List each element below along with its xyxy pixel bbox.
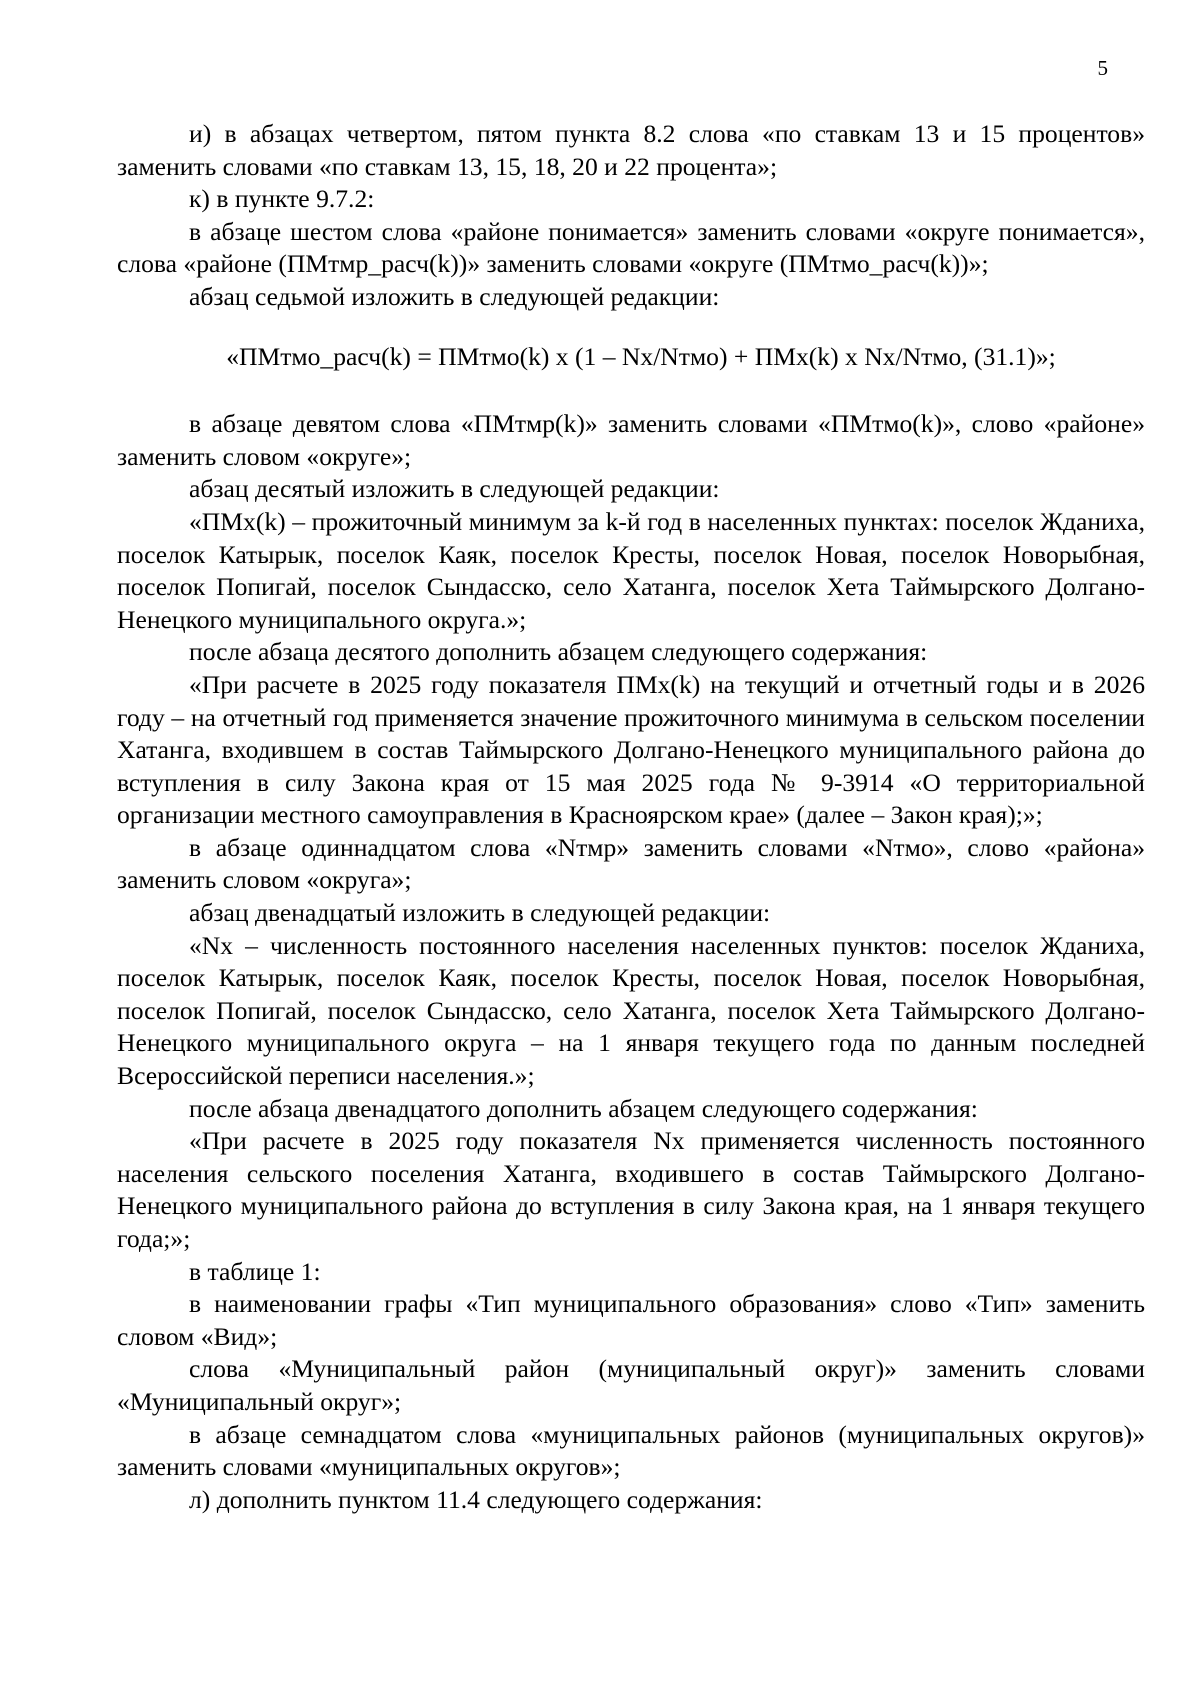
paragraph: в абзаце девятом слова «ПМтмр(k)» заменить словами «ПМтмо(k)», слово «районе» заменить словом «округе»;	[117, 409, 1145, 471]
paragraph: «При расчете в 2025 году показателя ПМх(k) на текущий и отчетный годы и в 2026 году – на отчетный год применяется значение прожиточного минимума в сельском поселении Хатанга, входившем в состав Таймырского Долгано-Ненецкого муниципального района до вступления в силу Закона края от 15 мая 2025 года № 9-3914 «О территориальной организации местного самоуправления в Красноярском крае» (далее – Закон края);»;	[117, 669, 1145, 830]
formula: «ПМтмо_расч(k) = ПМтмо(k) x (1 – Nx/Nтмо) + ПМх(k) x Nx/Nтмо, (31.1)»;	[226, 341, 1056, 371]
paragraph: в абзаце одиннадцатом слова «Nтмр» заменить словами «Nтмо», слово «района» заменить словом «округа»;	[117, 832, 1145, 895]
paragraph: абзац двенадцатый изложить в следующей редакции:	[189, 898, 771, 928]
paragraph: в абзаце шестом слова «районе понимается» заменить словами «округе понимается», слова «районе (ПМтмр_расч(k))» заменить словами «округе (ПМтмо_расч(k))»;	[117, 216, 1145, 279]
paragraph: после абзаца десятого дополнить абзацем следующего содержания:	[189, 637, 928, 667]
paragraph: «Nx – численность постоянного населения населенных пунктов: поселок Жданиха, поселок Катырык, поселок Каяк, поселок Кресты, поселок Новая, поселок Новорыбная, поселок Попигай, поселок Сындасско, село Хатанга, поселок Хета Таймырского Долгано-Ненецкого муниципального округа – на 1 января текущего года по данным последней Всероссийской переписи населения.»;	[117, 930, 1145, 1091]
paragraph: в таблице 1:	[189, 1256, 321, 1286]
paragraph: после абзаца двенадцатого дополнить абзацем следующего содержания:	[189, 1093, 978, 1123]
page-number: 5	[1097, 56, 1108, 80]
paragraph: «ПМх(k) – прожиточный минимум за k-й год в населенных пунктах: поселок Жданиха, поселок Катырык, поселок Каяк, поселок Кресты, поселок Новая, поселок Новорыбная, поселок Попигай, поселок Сындасско, село Хатанга, поселок Хета Таймырского Долгано-Ненецкого муниципального округа.»;	[117, 506, 1145, 634]
paragraph: абзац седьмой изложить в следующей редакции:	[189, 281, 720, 311]
paragraph: слова «Муниципальный район (муниципальный округ)» заменить словами «Муниципальный округ»;	[117, 1354, 1145, 1416]
paragraph: в абзаце семнадцатом слова «муниципальных районов (муниципальных округов)» заменить словами «муниципальных округов»;	[117, 1419, 1145, 1482]
paragraph: абзац десятый изложить в следующей редакции:	[189, 474, 720, 504]
paragraph: «При расчете в 2025 году показателя Nx применяется численность постоянного населения сельского поселения Хатанга, входившего в состав Таймырского Долгано-Ненецкого муниципального района до вступления в силу Закона края, на 1 января текущего года;»;	[117, 1126, 1145, 1253]
paragraph: л) дополнить пунктом 11.4 следующего содержания:	[189, 1484, 763, 1514]
paragraph: в наименовании графы «Тип муниципального образования» слово «Тип» заменить словом «Вид»;	[117, 1289, 1145, 1351]
paragraph: к) в пункте 9.7.2:	[189, 184, 375, 214]
document-body	[117, 118, 1145, 1516]
paragraph: и) в абзацах четвертом, пятом пункта 8.2 слова «по ставкам 13 и 15 процентов» заменить словами «по ставкам 13, 15, 18, 20 и 22 процента»;	[117, 119, 1145, 181]
